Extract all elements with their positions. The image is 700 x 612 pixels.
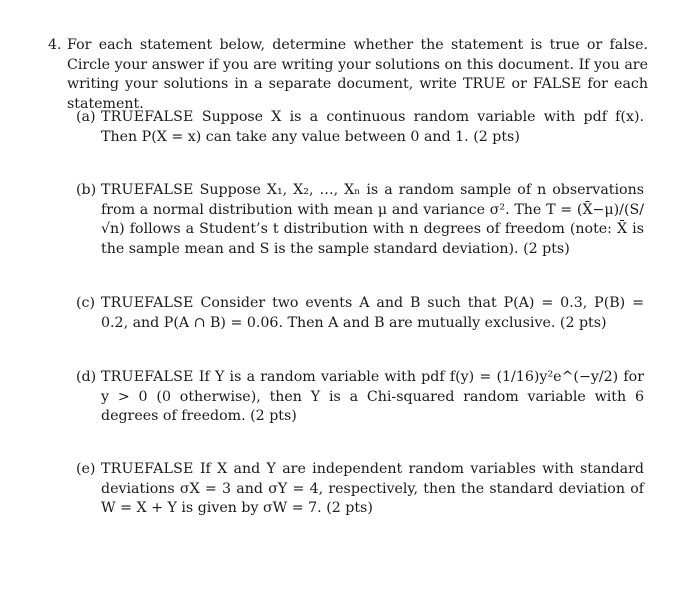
statement-label: (b) [76, 182, 97, 198]
false-choice[interactable]: FALSE [144, 369, 194, 385]
statement-e [76, 460, 644, 519]
statement-label: (c) [76, 295, 96, 311]
statement-label: (d) [76, 369, 97, 385]
statement-a [76, 108, 644, 147]
statement-c [76, 294, 644, 333]
true-choice[interactable]: TRUE [101, 461, 145, 477]
true-choice[interactable]: TRUE [101, 369, 145, 385]
statement-b [76, 181, 644, 259]
statement-d [76, 368, 644, 427]
false-choice[interactable]: FALSE [144, 461, 194, 477]
false-choice[interactable]: FALSE [144, 182, 194, 198]
statement-text: Suppose X is a continuous random variable with pdf f(x). Then P(X = x) can take any value between 0 and 1. (2 pts) [101, 109, 644, 145]
question-number: 4. [48, 37, 62, 53]
question-intro: For each statement below, determine whether the statement is true or false. Circle your answer if you are writing your solutions on this document. If you are writing your solutions in a separate document, write TRUE or FALSE for each statement. [67, 37, 648, 112]
statement-text: If Y is a random variable with pdf f(y) = (1/16)y²e^(−y/2) for y > 0 (0 otherwise), then Y is a Chi-squared random variable with 6 degrees of freedom. (2 pts) [101, 369, 644, 424]
statement-label: (e) [76, 461, 96, 477]
false-choice[interactable]: FALSE [144, 295, 194, 311]
true-choice[interactable]: TRUE [101, 182, 145, 198]
statement-text: Suppose X₁, X₂, …, Xₙ is a random sample of n observations from a normal distribution with mean μ and variance σ². The T = (X̄−μ)/(S/√n) follows a Student’s t distribution with n degrees of freedom (note: X̄ is the sample mean and S is the sample standard deviation). (2 pts) [101, 182, 644, 257]
true-choice[interactable]: TRUE [101, 109, 145, 125]
statement-text: Consider two events A and B such that P(A) = 0.3, P(B) = 0.2, and P(A ∩ B) = 0.06. Then A and B are mutually exclusive. (2 pts) [101, 295, 644, 331]
question-4 [48, 36, 648, 114]
true-choice[interactable]: TRUE [101, 295, 145, 311]
statement-label: (a) [76, 109, 96, 125]
false-choice[interactable]: FALSE [144, 109, 194, 125]
statement-text: If X and Y are independent random variables with standard deviations σX = 3 and σY = 4, respectively, then the standard deviation of W = X + Y is given by σW = 7. (2 pts) [101, 461, 644, 516]
